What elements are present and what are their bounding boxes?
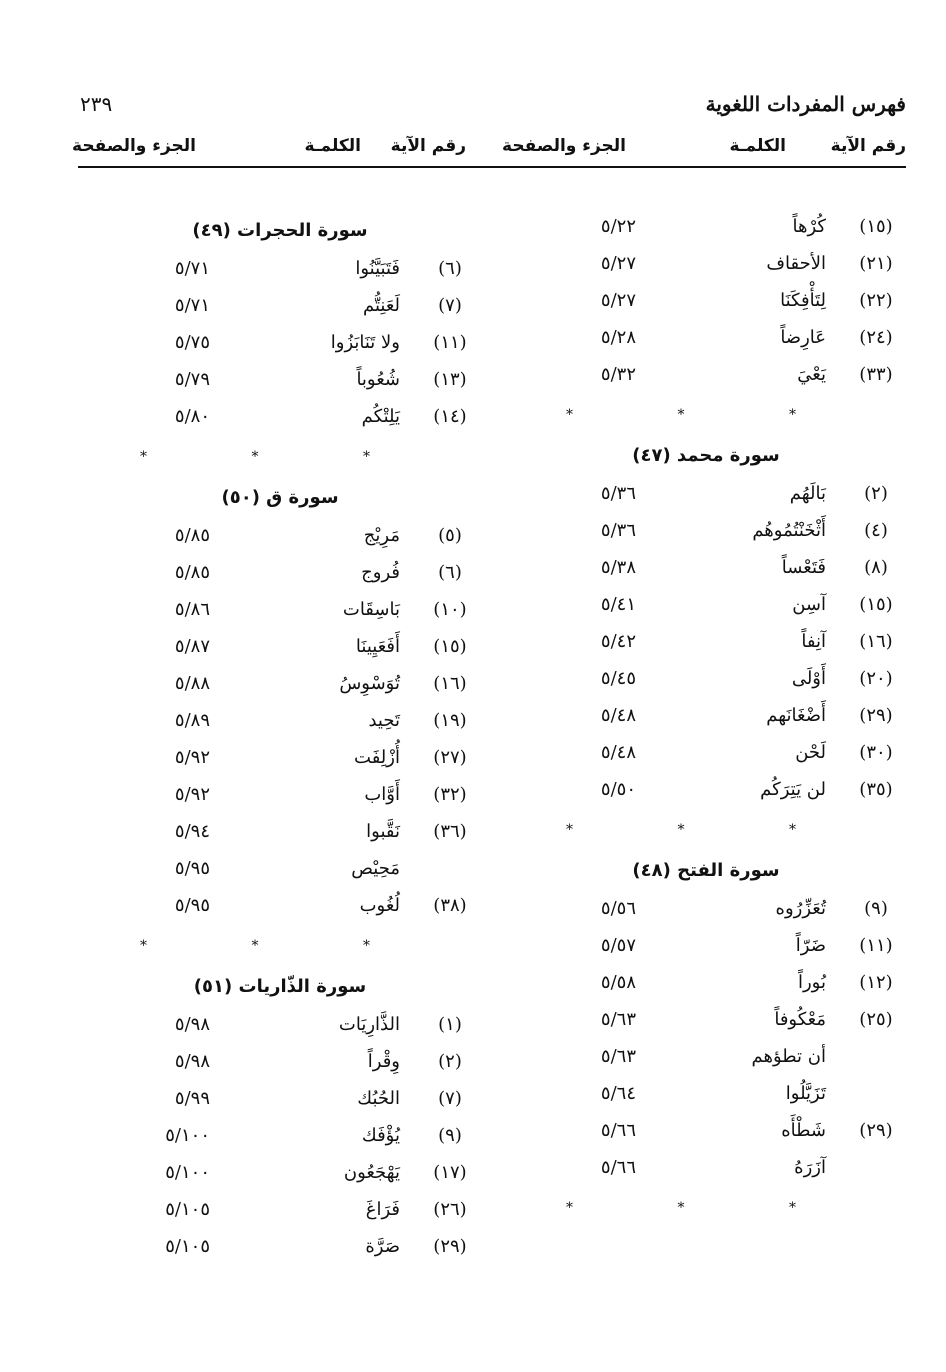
volume-page: ٥/٢٢ (600, 216, 636, 237)
index-row (80, 1045, 480, 1082)
index-row (506, 966, 906, 1003)
volume-page: ٥/٦٦ (600, 1157, 636, 1178)
volume-page: ٥/٢٨ (600, 327, 636, 348)
volume-page: ٥/٨٠ (174, 406, 210, 427)
index-row (80, 289, 480, 326)
word: لُغُوب (359, 895, 400, 916)
word: تَحِيد (368, 710, 400, 731)
word: أَفَعَيِينَا (355, 636, 400, 657)
volume-page: ٥/٥٦ (600, 898, 636, 919)
verse-number: (٢٩) (859, 1120, 893, 1141)
word: ولا تَنَابَزُوا (330, 332, 400, 353)
index-row (506, 321, 906, 358)
index-row (80, 1008, 480, 1045)
index-row (506, 699, 906, 736)
surah-heading: سورة الفتح (٤٨) (632, 860, 780, 881)
volume-page: ٥/١٠٠ (165, 1125, 210, 1146)
left-column (80, 190, 480, 1300)
volume-page: ٥/٥٠ (600, 779, 636, 800)
word: أَضْغَانَهم (766, 705, 826, 726)
verse-number: (٢١) (859, 253, 893, 274)
verse-number: (١٣) (433, 369, 467, 390)
verse-number: (٢) (864, 483, 888, 504)
verse-number: (١٠) (433, 599, 467, 620)
verse-number: (٣٦) (433, 821, 467, 842)
verse-number: (٣٥) (859, 779, 893, 800)
section-separator: * * * (566, 1200, 846, 1216)
surah-heading: سورة محمد (٤٧) (632, 445, 780, 466)
word: الذَّارِيَات (338, 1014, 400, 1035)
index-row (80, 741, 480, 778)
verse-number: (١٢) (859, 972, 893, 993)
verse-number: (٢٠) (859, 668, 893, 689)
verse-number: (٣٨) (433, 895, 467, 916)
columns-header (72, 130, 906, 168)
verse-number: (٢٩) (433, 1236, 467, 1257)
word: تُعَزِّرُوه (775, 898, 826, 919)
word: بَالَهُم (789, 483, 826, 504)
index-row (506, 284, 906, 321)
index-row (506, 477, 906, 514)
verse-number: (٢٩) (859, 705, 893, 726)
word: أَوَّاب (364, 784, 400, 805)
volume-page: ٥/٧٥ (174, 332, 210, 353)
volume-page: ٥/٦٦ (600, 1120, 636, 1141)
index-row (506, 358, 906, 395)
volume-page: ٥/٦٤ (600, 1083, 636, 1104)
verse-number: (٢٢) (859, 290, 893, 311)
index-row (80, 667, 480, 704)
section-separator: * * * (140, 449, 420, 465)
word: يَهْجَعُون (343, 1162, 400, 1183)
volume-page: ٥/٧٩ (174, 369, 210, 390)
volume-page: ٥/٣٨ (600, 557, 636, 578)
index-row (80, 519, 480, 556)
index-row (506, 892, 906, 929)
volume-page: ٥/٩٨ (174, 1051, 210, 1072)
volume-page: ٥/٣٢ (600, 364, 636, 385)
volume-page: ٥/٨٨ (174, 673, 210, 694)
verse-number: (١٥) (433, 636, 467, 657)
word: شُعُوباً (356, 369, 400, 390)
verse-number: (٨) (864, 557, 888, 578)
section-separator: * * * (566, 822, 846, 838)
verse-number: (٢٥) (859, 1009, 893, 1030)
word: نَقَّبوا (366, 821, 400, 842)
verse-number: (٣٣) (859, 364, 893, 385)
verse-number: (١٦) (433, 673, 467, 694)
surah-heading: سورة ق (٥٠) (221, 487, 339, 508)
word: تَزَيَّلُوا (785, 1083, 826, 1104)
index-row (506, 1040, 906, 1077)
index-row (80, 252, 480, 289)
word: مَحِيْص (351, 858, 400, 879)
volume-page: ٥/٧١ (174, 295, 210, 316)
index-row (80, 852, 480, 889)
column-heading: رقم الآية (830, 136, 906, 156)
index-row (506, 929, 906, 966)
volume-page: ٥/٥٧ (600, 935, 636, 956)
word: فُروج (361, 562, 400, 583)
volume-page: ٥/٤٢ (600, 631, 636, 652)
word: الأحقاف (766, 253, 826, 274)
section-separator: * * * (140, 938, 420, 954)
word: أَوْلَى (791, 668, 826, 689)
volume-page: ٥/١٠٥ (165, 1236, 210, 1257)
word: أَثْخَنْتُمُوهُم (752, 520, 826, 541)
word: أُزْلِفَت (354, 747, 400, 768)
volume-page: ٥/٦٣ (600, 1009, 636, 1030)
volume-page: ٥/٩٢ (174, 784, 210, 805)
index-row (506, 1077, 906, 1114)
section-separator: * * * (566, 407, 846, 423)
volume-page: ٥/٨٦ (174, 599, 210, 620)
index-row (80, 363, 480, 400)
surah-heading: سورة الحجرات (٤٩) (192, 220, 368, 241)
verse-number: (١) (438, 1014, 462, 1035)
index-row (80, 1119, 480, 1156)
volume-page: ٥/٩٥ (174, 858, 210, 879)
index-row (80, 556, 480, 593)
volume-page: ٥/٢٧ (600, 290, 636, 311)
running-title: فهرس المفردات اللغوية (705, 92, 906, 116)
index-row (80, 630, 480, 667)
index-row (80, 593, 480, 630)
verse-number: (٤) (864, 520, 888, 541)
column-heading: الكلمـة (304, 136, 361, 156)
word: يَعْيَ (797, 364, 826, 385)
verse-number: (١٩) (433, 710, 467, 731)
index-row (80, 778, 480, 815)
verse-number: (٢٤) (859, 327, 893, 348)
page-header (80, 92, 906, 122)
verse-number: (١١) (859, 935, 893, 956)
volume-page: ٥/٤٨ (600, 705, 636, 726)
index-row (80, 1230, 480, 1267)
index-row (80, 815, 480, 852)
verse-number: (٩) (438, 1125, 462, 1146)
index-row (506, 247, 906, 284)
column-heading: رقم الآية (390, 136, 466, 156)
volume-page: ٥/٩٤ (174, 821, 210, 842)
word: لِتَأْفِكَنَا (780, 290, 826, 311)
volume-page: ٥/٧١ (174, 258, 210, 279)
index-row (506, 210, 906, 247)
volume-page: ٥/٨٥ (174, 525, 210, 546)
word: مَرِيْج (363, 525, 400, 546)
word: ضَرّاً (795, 935, 826, 956)
verse-number: (٢) (438, 1051, 462, 1072)
verse-number: (٧) (438, 295, 462, 316)
volume-page: ٥/٣٦ (600, 483, 636, 504)
verse-number: (٧) (438, 1088, 462, 1109)
word: صَرَّة (365, 1236, 400, 1257)
word: عَارِضاً (780, 327, 826, 348)
index-row (506, 1114, 906, 1151)
word: فَتَعْساً (781, 557, 826, 578)
word: بُوراً (797, 972, 826, 993)
index-row (80, 704, 480, 741)
volume-page: ٥/١٠٠ (165, 1162, 210, 1183)
index-row (80, 1082, 480, 1119)
volume-page: ٥/٩٢ (174, 747, 210, 768)
verse-number: (٩) (864, 898, 888, 919)
word: آنِفاً (801, 631, 826, 652)
verse-number: (٢٧) (433, 747, 467, 768)
column-heading: الكلمـة (729, 136, 786, 156)
verse-number: (١١) (433, 332, 467, 353)
index-row (80, 1156, 480, 1193)
right-column (506, 190, 906, 1300)
index-row (80, 889, 480, 926)
word: آسِن (792, 594, 826, 615)
volume-page: ٥/٨٧ (174, 636, 210, 657)
index-row (80, 400, 480, 437)
index-row (506, 625, 906, 662)
word: مَعْكُوفاً (774, 1009, 826, 1030)
volume-page: ٥/٨٥ (174, 562, 210, 583)
word: فَرَاغَ (365, 1199, 400, 1220)
volume-page: ٥/٦٣ (600, 1046, 636, 1067)
verse-number: (٥) (438, 525, 462, 546)
word: لَعَنِتُّم (362, 295, 400, 316)
word: يُؤْفَك (361, 1125, 400, 1146)
index-row (506, 662, 906, 699)
word: لن يَتِرَكُم (760, 779, 826, 800)
volume-page: ٥/١٠٥ (165, 1199, 210, 1220)
word: لَحْن (795, 742, 826, 763)
index-row (506, 1151, 906, 1188)
word: شَطْأَه (781, 1120, 826, 1141)
verse-number: (٣٠) (859, 742, 893, 763)
word: تُوَسْوِسُ (339, 673, 400, 694)
verse-number: (١٥) (859, 216, 893, 237)
word: كُرْهاً (792, 216, 826, 237)
word: وِقْراً (367, 1051, 400, 1072)
volume-page: ٥/٨٩ (174, 710, 210, 731)
verse-number: (٦) (438, 258, 462, 279)
word: أن تطؤهم (751, 1046, 826, 1067)
index-row (80, 1193, 480, 1230)
volume-page: ٥/٢٧ (600, 253, 636, 274)
surah-heading: سورة الذّاريات (٥١) (193, 976, 367, 997)
page-number: ٢٣٩ (80, 92, 113, 116)
index-row (506, 1003, 906, 1040)
volume-page: ٥/٤٥ (600, 668, 636, 689)
verse-number: (٦) (438, 562, 462, 583)
word: فَتَبَيَّنُوا (355, 258, 400, 279)
word: بَاسِقَات (342, 599, 400, 620)
verse-number: (١٤) (433, 406, 467, 427)
verse-number: (٣٢) (433, 784, 467, 805)
verse-number: (١٥) (859, 594, 893, 615)
volume-page: ٥/٤١ (600, 594, 636, 615)
volume-page: ٥/٩٥ (174, 895, 210, 916)
volume-page: ٥/٤٨ (600, 742, 636, 763)
volume-page: ٥/٩٨ (174, 1014, 210, 1035)
verse-number: (١٧) (433, 1162, 467, 1183)
index-row (80, 326, 480, 363)
index-row (506, 514, 906, 551)
column-heading: الجزء والصفحة (502, 136, 626, 156)
index-row (506, 588, 906, 625)
volume-page: ٥/٥٨ (600, 972, 636, 993)
index-row (506, 773, 906, 810)
column-heading: الجزء والصفحة (72, 136, 196, 156)
volume-page: ٥/٩٩ (174, 1088, 210, 1109)
verse-number: (١٦) (859, 631, 893, 652)
word: الحُبُك (357, 1088, 400, 1109)
index-row (506, 551, 906, 588)
word: يَلِتْكُم (361, 406, 400, 427)
word: آزَرَهُ (794, 1157, 826, 1178)
verse-number: (٢٦) (433, 1199, 467, 1220)
index-row (506, 736, 906, 773)
volume-page: ٥/٣٦ (600, 520, 636, 541)
